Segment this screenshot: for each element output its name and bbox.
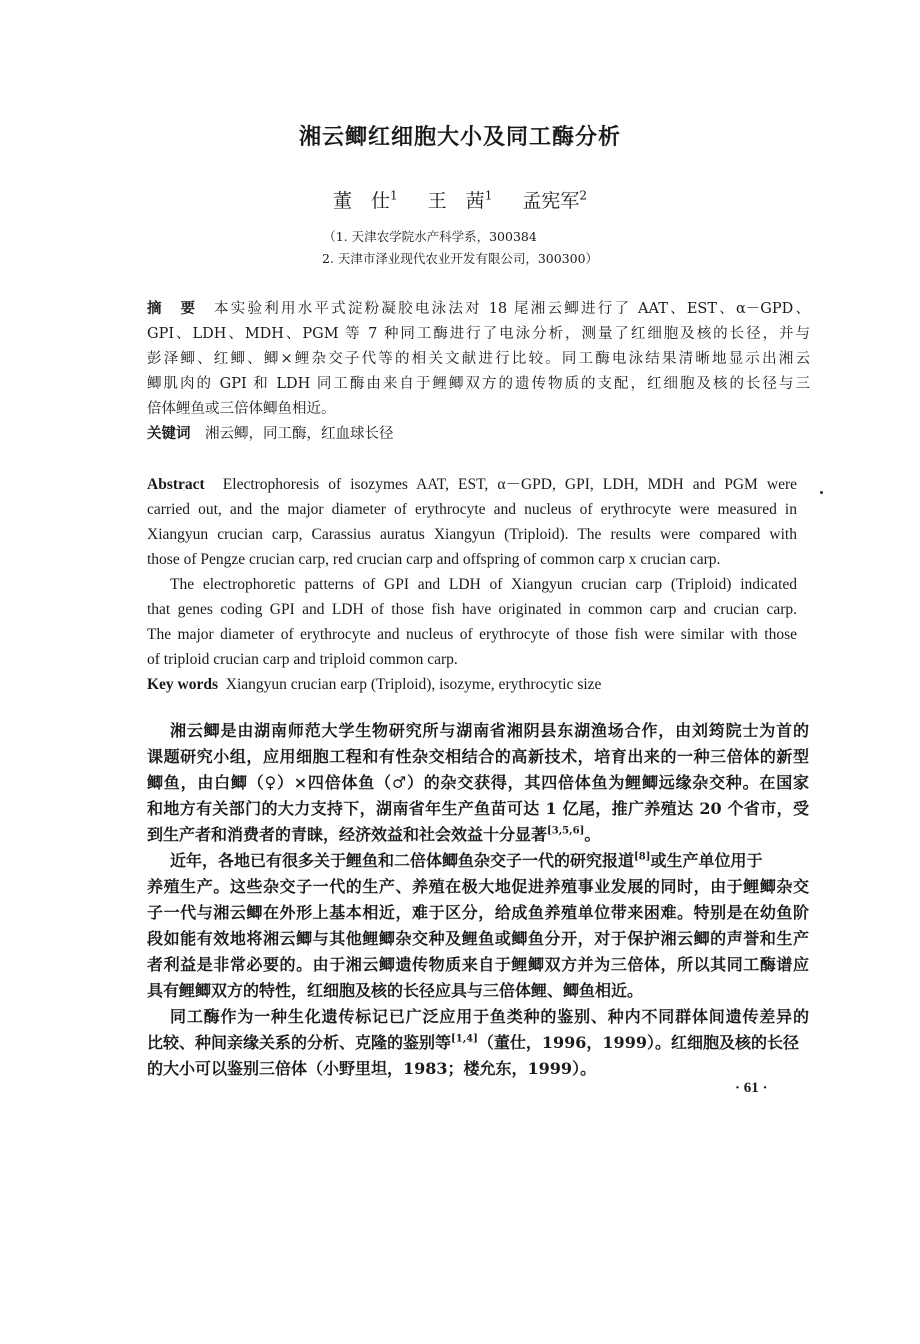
body-line: 近年，各地已有很多关于鲤鱼和二倍体鲫鱼杂交子一代的研究报道[8]或生产单位用于 xyxy=(170,851,763,870)
citation: [1,4] xyxy=(451,1033,478,1045)
abstract-line: Xiangyun crucian carp, Carassius auratus Xiangyun (Triploid). The results were compared with xyxy=(147,526,797,543)
keywords-cn: 关键词 湘云鲫，同工酶，红血球长径 xyxy=(147,426,394,442)
english-abstract: Abstract Electrophoresis of isozymes AAT, EST, α－GPD, GPI, LDH, MDH and PGM were carried out, and the major diameter of erythrocyte and nucleus of erythrocyte were measured in Xiangyun crucian carp, Carassius auratus Xiangyun (Triploid). The results were compared with those of Pengze crucian carp, red crucian carp and offspring of common carp x crucian carp. The electrophoretic patterns of GPI and LDH of Xiangyun crucian carp (Triploid) indicated that genes coding GPI and LDH of those fish have originated in common carp and crucian carp. The major diameter of erythrocyte and nucleus of erythrocyte of those fish were similar with those of triploid crucian carp and triploid common carp. Key words Xiangyun crucian earp (Triploid), isozyme, erythrocytic size xyxy=(147,472,797,697)
body-line: 的大小可以鉴别三倍体（小野里坦，1983；楼允东，1999）。 xyxy=(147,1059,597,1078)
keywords-en: Key words Xiangyun crucian earp (Triploid), isozyme, erythrocytic size xyxy=(147,676,602,693)
author: 孟宪军$^2$ xyxy=(522,188,588,212)
body-line: 比较、种间亲缘关系的分析、克隆的鉴别等[1,4]（董仕，1996，1999）。红细胞及核的长径 xyxy=(147,1033,799,1052)
body-line: 鲫鱼，由白鲫（♀）×四倍体鱼（♂）的杂交获得，其四倍体鱼为鲤鲫远缘杂交种。在国家 xyxy=(147,773,809,792)
abstract-label: 摘 要 xyxy=(147,301,198,317)
abstract-line: those of Pengze crucian carp, red crucian carp and offspring of common carp x crucian carp. xyxy=(147,551,721,568)
body-line: 到生产者和消费者的青睐，经济效益和社会效益十分显著[3,5,6]。 xyxy=(147,825,601,844)
author-list xyxy=(0,186,920,213)
abstract-line: GPI、LDH、MDH、PGM 等 7 种同工酶进行了电泳分析，测量了红细胞及核的长径，并与 xyxy=(147,326,810,342)
author: 董 仕$^1$ xyxy=(332,188,398,212)
abstract-line: of triploid crucian carp and triploid common carp. xyxy=(147,651,458,668)
citation: [8] xyxy=(634,851,651,863)
abstract-line: The major diameter of erythrocyte and nucleus of erythrocyte of those fish were similar with those xyxy=(147,626,797,643)
affiliation-2: 2. 天津市泽业现代农业开发有限公司，300300） xyxy=(321,251,599,266)
abstract-line: The electrophoretic patterns of GPI and LDH of Xiangyun crucian carp (Triploid) indicated xyxy=(170,576,797,593)
abstract-line: 鲫肌肉的 GPI 和 LDH 同工酶由来自于鲤鲫双方的遗传物质的支配，红细胞及核的长径与三 xyxy=(147,376,810,392)
body-line: 养殖生产。这些杂交子一代的生产、养殖在极大地促进养殖事业发展的同时，由于鲤鲫杂交 xyxy=(147,877,809,896)
body-text xyxy=(147,718,809,1082)
body-line: 和地方有关部门的大力支持下，湖南省年生产鱼苗可达 1 亿尾，推广养殖达 20 个省市，受 xyxy=(147,799,809,818)
abstract-line: 彭泽鲫、红鲫、鲫×鲤杂交子代等的相关文献进行比较。同工酶电泳结果清晰地显示出湘云 xyxy=(147,351,810,367)
page-number: · 61 · xyxy=(735,1080,768,1096)
chinese-abstract: 摘 要 本实验利用水平式淀粉凝胶电泳法对 18 尾湘云鲫进行了 AAT、EST、α－GPD、 GPI、LDH、MDH、PGM 等 7 种同工酶进行了电泳分析，测量了红细胞及核的长径，并与 彭泽鲫、红鲫、鲫×鲤杂交子代等的相关文献进行比较。同工酶电泳结果清晰地显示出湘云 鲫肌肉的 GPI 和 LDH 同工酶由来自于鲤鲫双方的遗传物质的支配，红细胞及核的长径与三 倍体鲤鱼或三倍体鲫鱼相近。 关键词 湘云鲫，同工酶，红血球长径 xyxy=(147,297,810,447)
body-line: 具有鲤鲫双方的特性，红细胞及核的长径应具与三倍体鲤、鲫鱼相近。 xyxy=(147,981,644,1000)
affiliations xyxy=(0,226,920,270)
body-line: 同工酶作为一种生化遗传标记已广泛应用于鱼类种的鉴别、种内不同群体间遗传差异的 xyxy=(170,1007,809,1026)
body-line: 课题研究小组，应用细胞工程和有性杂交相结合的高新技术，培育出来的一种三倍体的新型 xyxy=(147,747,809,766)
scan-speck xyxy=(820,491,823,494)
abstract-line: 倍体鲤鱼或三倍体鲫鱼相近。 xyxy=(147,401,336,417)
abstract-label-en: Abstract xyxy=(147,476,205,493)
body-line: 者利益是非常必要的。由于湘云鲫遗传物质来自于鲤鲫双方并为三倍体，所以其同工酶谱应 xyxy=(147,955,809,974)
paper-title: 湘云鲫红细胞大小及同工酶分析 xyxy=(298,125,621,150)
author: 王 茜$^1$ xyxy=(427,188,493,212)
body-line: 段如能有效地将湘云鲫与其他鲤鲫杂交种及鲤鱼或鲫鱼分开，对于保护湘云鲫的声誉和生产 xyxy=(147,929,809,948)
abstract-line: that genes coding GPI and LDH of those fish have originated in common carp and crucian carp. xyxy=(147,601,797,618)
affiliation-1: （1. 天津农学院水产科学系，300384 xyxy=(323,229,537,244)
body-line: 子一代与湘云鲫在外形上基本相近，难于区分，给成鱼养殖单位带来困难。特别是在幼鱼阶 xyxy=(147,903,809,922)
abstract-line: carried out, and the major diameter of erythrocyte and nucleus of erythrocyte were measured in xyxy=(147,501,797,518)
citation: [3,5,6] xyxy=(547,825,585,837)
body-line: 湘云鲫是由湖南师范大学生物研究所与湖南省湘阴县东湖渔场合作，由刘筠院士为首的 xyxy=(170,721,809,740)
